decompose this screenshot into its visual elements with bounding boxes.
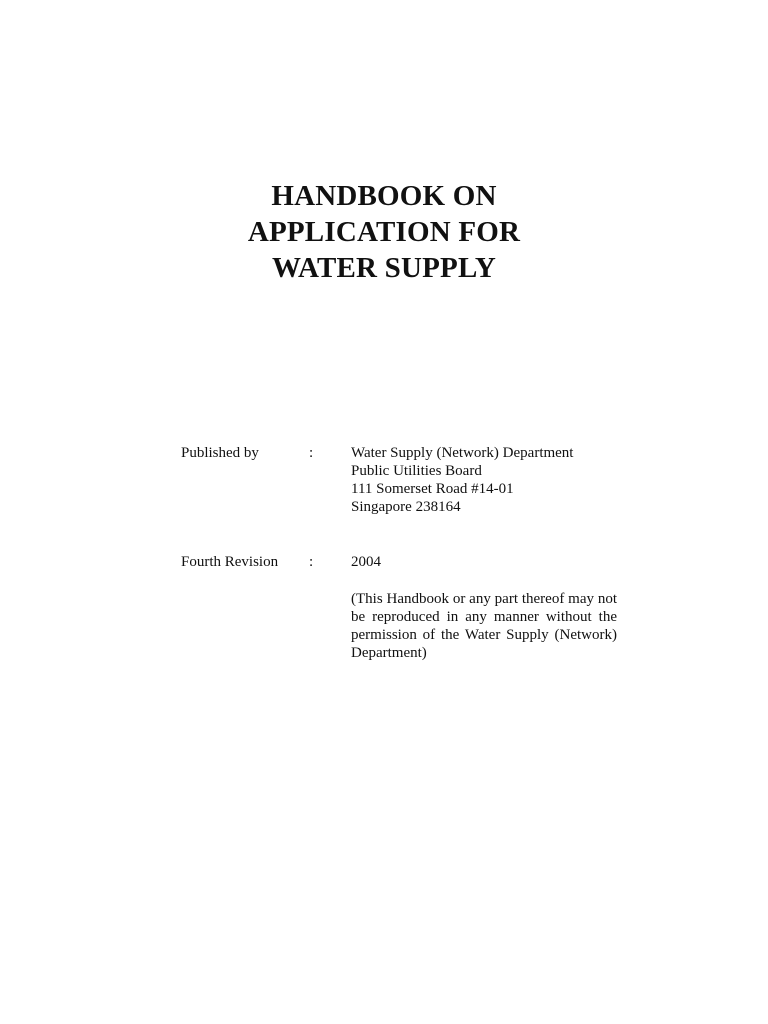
title-line-1: HANDBOOK ON — [271, 180, 497, 212]
publisher-organisation: Public Utilities Board — [351, 463, 482, 479]
title-line-3: WATER SUPPLY — [272, 252, 496, 284]
title-line-2: APPLICATION FOR — [247, 216, 521, 248]
publisher-street: 111 Somerset Road #14-01 — [351, 481, 514, 497]
published-by-separator: : — [309, 445, 314, 461]
publisher-address — [351, 444, 617, 516]
copyright-notice: (This Handbook or any part thereof may not be reproduced in any manner without the permission of the Water Supply (Network) Department) — [351, 591, 617, 661]
document-title — [0, 178, 768, 286]
revision-label: Fourth Revision — [181, 554, 279, 570]
publisher-department: Water Supply (Network) Department — [351, 445, 574, 461]
revision-separator: : — [309, 554, 314, 570]
published-by-label: Published by — [181, 445, 259, 461]
publisher-city: Singapore 238164 — [351, 499, 461, 515]
revision-year: 2004 — [351, 554, 381, 570]
